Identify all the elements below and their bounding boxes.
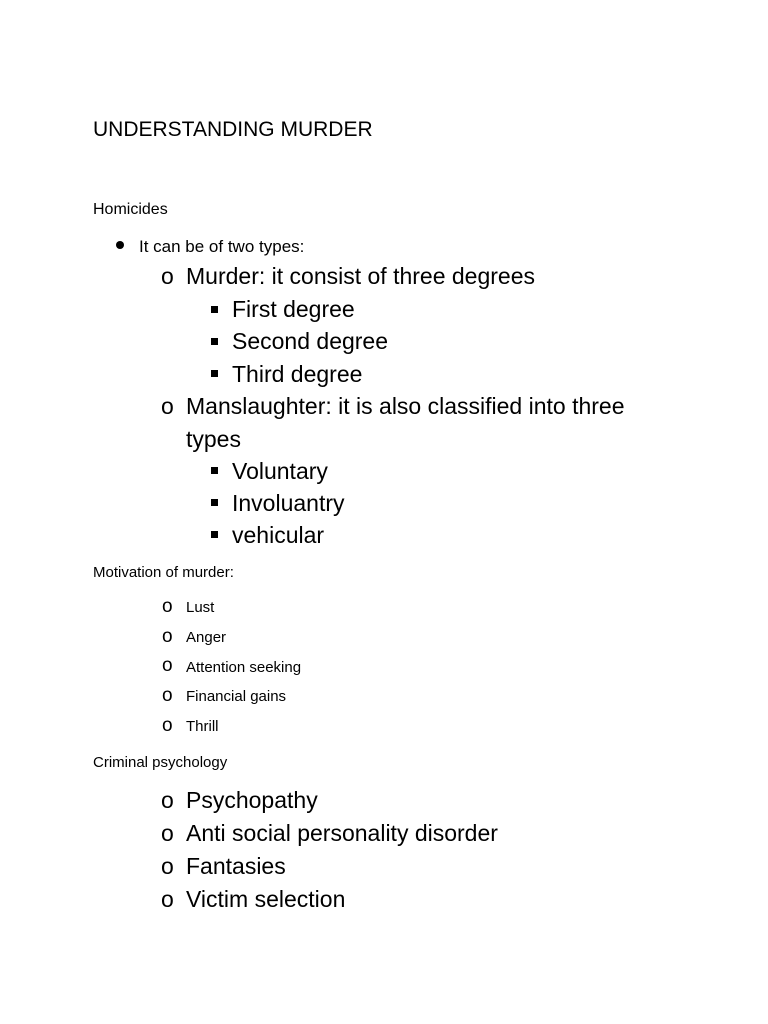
square-bullet-icon — [211, 338, 218, 345]
list-item: Anger — [186, 629, 227, 646]
section-heading-homicides: Homicides — [93, 201, 168, 218]
list-item: First degree — [232, 296, 355, 322]
circle-bullet-icon: o — [162, 626, 173, 647]
circle-bullet-icon: o — [161, 393, 174, 419]
circle-bullet-icon: o — [161, 263, 174, 289]
square-bullet-icon — [211, 499, 218, 506]
square-bullet-icon — [211, 467, 218, 474]
circle-bullet-icon: o — [162, 655, 173, 676]
square-bullet-icon — [211, 370, 218, 377]
list-item-continuation: types — [186, 426, 241, 452]
bullet-disc-icon — [116, 241, 124, 249]
list-item: Involuantry — [232, 490, 345, 516]
circle-bullet-icon: o — [161, 886, 174, 912]
circle-bullet-icon: o — [162, 596, 173, 617]
document-title: UNDERSTANDING MURDER — [93, 118, 373, 141]
circle-bullet-icon: o — [162, 685, 173, 706]
list-item: Third degree — [232, 361, 363, 387]
list-item: Psychopathy — [186, 787, 318, 813]
section-heading-criminal-psychology: Criminal psychology — [93, 754, 228, 771]
list-item: Murder: it consist of three degrees — [186, 263, 535, 289]
list-item: Thrill — [186, 718, 219, 735]
list-item: vehicular — [232, 522, 325, 548]
list-item: Manslaughter: it is also classified into three — [186, 393, 625, 419]
list-item: Anti social personality disorder — [186, 820, 498, 846]
list-item: Voluntary — [232, 458, 328, 484]
list-item: Lust — [186, 599, 215, 616]
circle-bullet-icon: o — [161, 787, 174, 813]
square-bullet-icon — [211, 531, 218, 538]
section-heading-motivation: Motivation of murder: — [93, 564, 234, 581]
circle-bullet-icon: o — [161, 853, 174, 879]
list-item: Attention seeking — [186, 659, 302, 676]
circle-bullet-icon: o — [162, 715, 173, 736]
square-bullet-icon — [211, 306, 218, 313]
list-item: Victim selection — [186, 886, 346, 912]
list-item: Second degree — [232, 328, 389, 354]
list-item: It can be of two types: — [139, 237, 305, 256]
circle-bullet-icon: o — [161, 820, 174, 846]
list-item: Financial gains — [186, 688, 287, 705]
list-item: Fantasies — [186, 853, 286, 879]
